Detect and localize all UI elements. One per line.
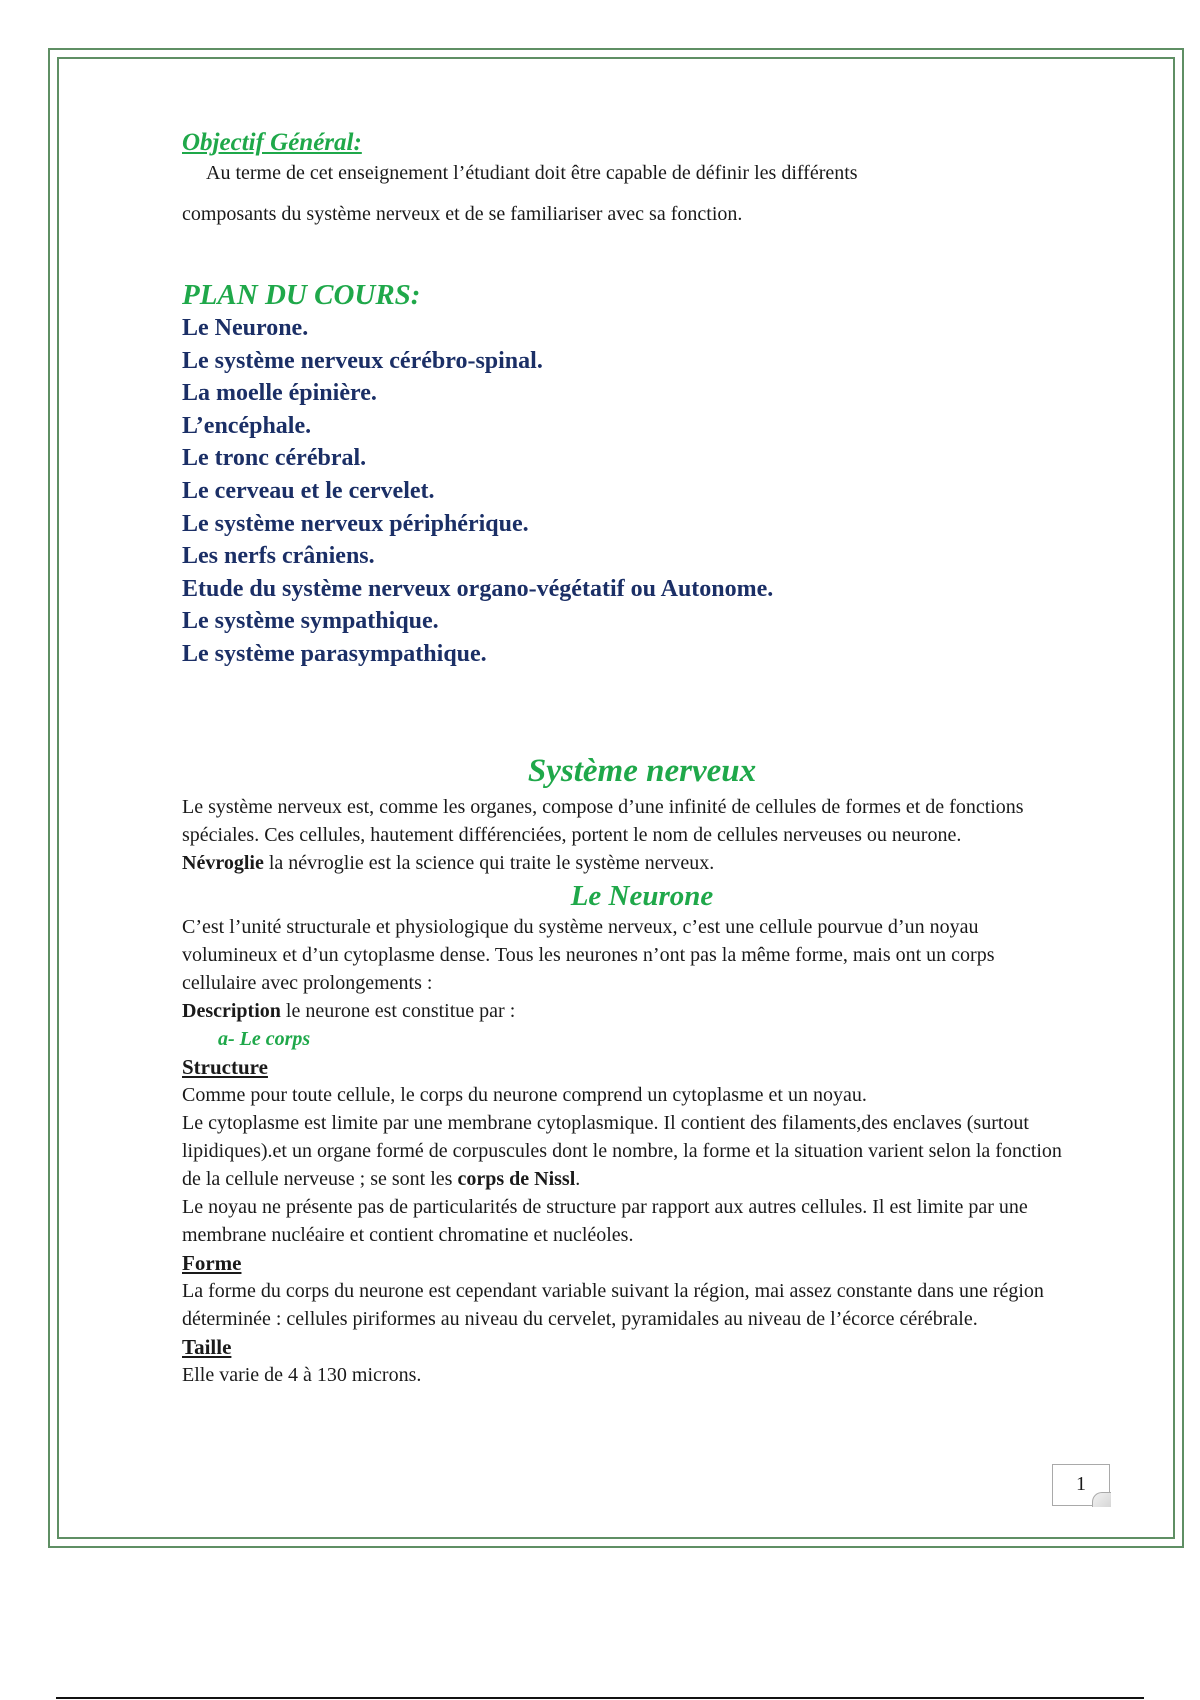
objective-text-line1: Au terme de cet enseignement l’étudiant doit être capable de définir les différents	[206, 162, 858, 184]
description-text: le neurone est constitue par :	[280, 999, 516, 1022]
page-curl-icon	[1092, 1492, 1111, 1507]
nevroglie-term: Névroglie	[182, 851, 264, 874]
forme-paragraph: La forme du corps du neurone est cependant variable suivant la région, mai assez constante dans une région déterminée : cellules piriformes au niveau du cervelet, pyramidales au niveau de l’écorce cérébrale.	[182, 1279, 1044, 1330]
taille-paragraph: Elle varie de 4 à 130 microns.	[182, 1363, 422, 1386]
description-paragraph	[182, 997, 1062, 1025]
nevroglie-text: la névroglie est la science qui traite le système nerveux.	[263, 851, 715, 874]
objective-text-line2: composants du système nerveux et de se familiariser avec sa fonction.	[182, 203, 743, 225]
plan-title: PLAN DU COURS:	[182, 279, 421, 311]
plan-item: Etude du système nerveux organo-végétatif ou Autonome.	[182, 575, 774, 602]
plan-item: Le système nerveux périphérique.	[182, 510, 529, 537]
plan-item: La moelle épinière.	[182, 380, 377, 407]
plan-item: Le système parasympathique.	[182, 640, 487, 667]
page-number-box	[1052, 1464, 1110, 1506]
plan-item: Le système nerveux cérébro-spinal.	[182, 347, 543, 374]
bottom-rule	[56, 1697, 1144, 1699]
structure-paragraph-3: Le noyau ne présente pas de particularités de structure par rapport aux autres cellules. Il est limite par une membrane nucléaire et contient chromatine et nucléoles.	[182, 1195, 1028, 1246]
taille-heading: Taille	[182, 1334, 232, 1359]
plan-item: Les nerfs crâniens.	[182, 543, 375, 570]
structure-heading: Structure	[182, 1054, 268, 1079]
section-title-systeme-nerveux: Système nerveux	[527, 752, 757, 789]
corps-de-nissl-term: corps de Nissl	[457, 1167, 576, 1190]
description-term: Description	[182, 999, 281, 1022]
page-content	[182, 128, 1062, 1389]
nevroglie-paragraph	[182, 849, 1062, 877]
plan-item: Le système sympathique.	[182, 608, 439, 635]
neurone-intro: C’est l’unité structurale et physiologique du système nerveux, c’est une cellule pourvue d’un noyau volumineux et d’un cytoplasme dense. Tous les neurones n’ont pas la même forme, mais ont un corps cellulaire avec prolongements :	[182, 915, 995, 994]
systeme-intro: Le système nerveux est, comme les organes, compose d’une infinité de cellules de formes et de fonctions spéciales. Ces cellules, hautement différenciées, portent le nom de cellules nerveuses ou neurone.	[182, 795, 1024, 846]
plan-item: Le cerveau et le cervelet.	[182, 477, 435, 504]
plan-item: L’encéphale.	[182, 412, 312, 439]
objective-title: Objectif Général:	[182, 129, 362, 156]
page-number: 1	[1076, 1473, 1086, 1495]
list-item-le-corps: a- Le corps	[218, 1027, 311, 1050]
forme-heading: Forme	[182, 1250, 242, 1275]
structure-text-2a: Le cytoplasme est limite par une membrane cytoplasmique. Il contient des filaments,des enclaves (surtout lipidiques).et un organe formé de corpuscules dont le nombre, la forme et la situation varient selon la fonction de la cellule nerveuse ; se sont les	[182, 1111, 1062, 1190]
section-title-le-neurone: Le Neurone	[570, 879, 714, 912]
structure-text-2b: .	[575, 1167, 581, 1190]
structure-paragraph-2	[182, 1109, 1062, 1193]
plan-list	[182, 312, 1062, 671]
plan-item: Le Neurone.	[182, 315, 309, 341]
plan-item: Le tronc cérébral.	[182, 445, 367, 472]
structure-paragraph-1: Comme pour toute cellule, le corps du neurone comprend un cytoplasme et un noyau.	[182, 1083, 867, 1106]
